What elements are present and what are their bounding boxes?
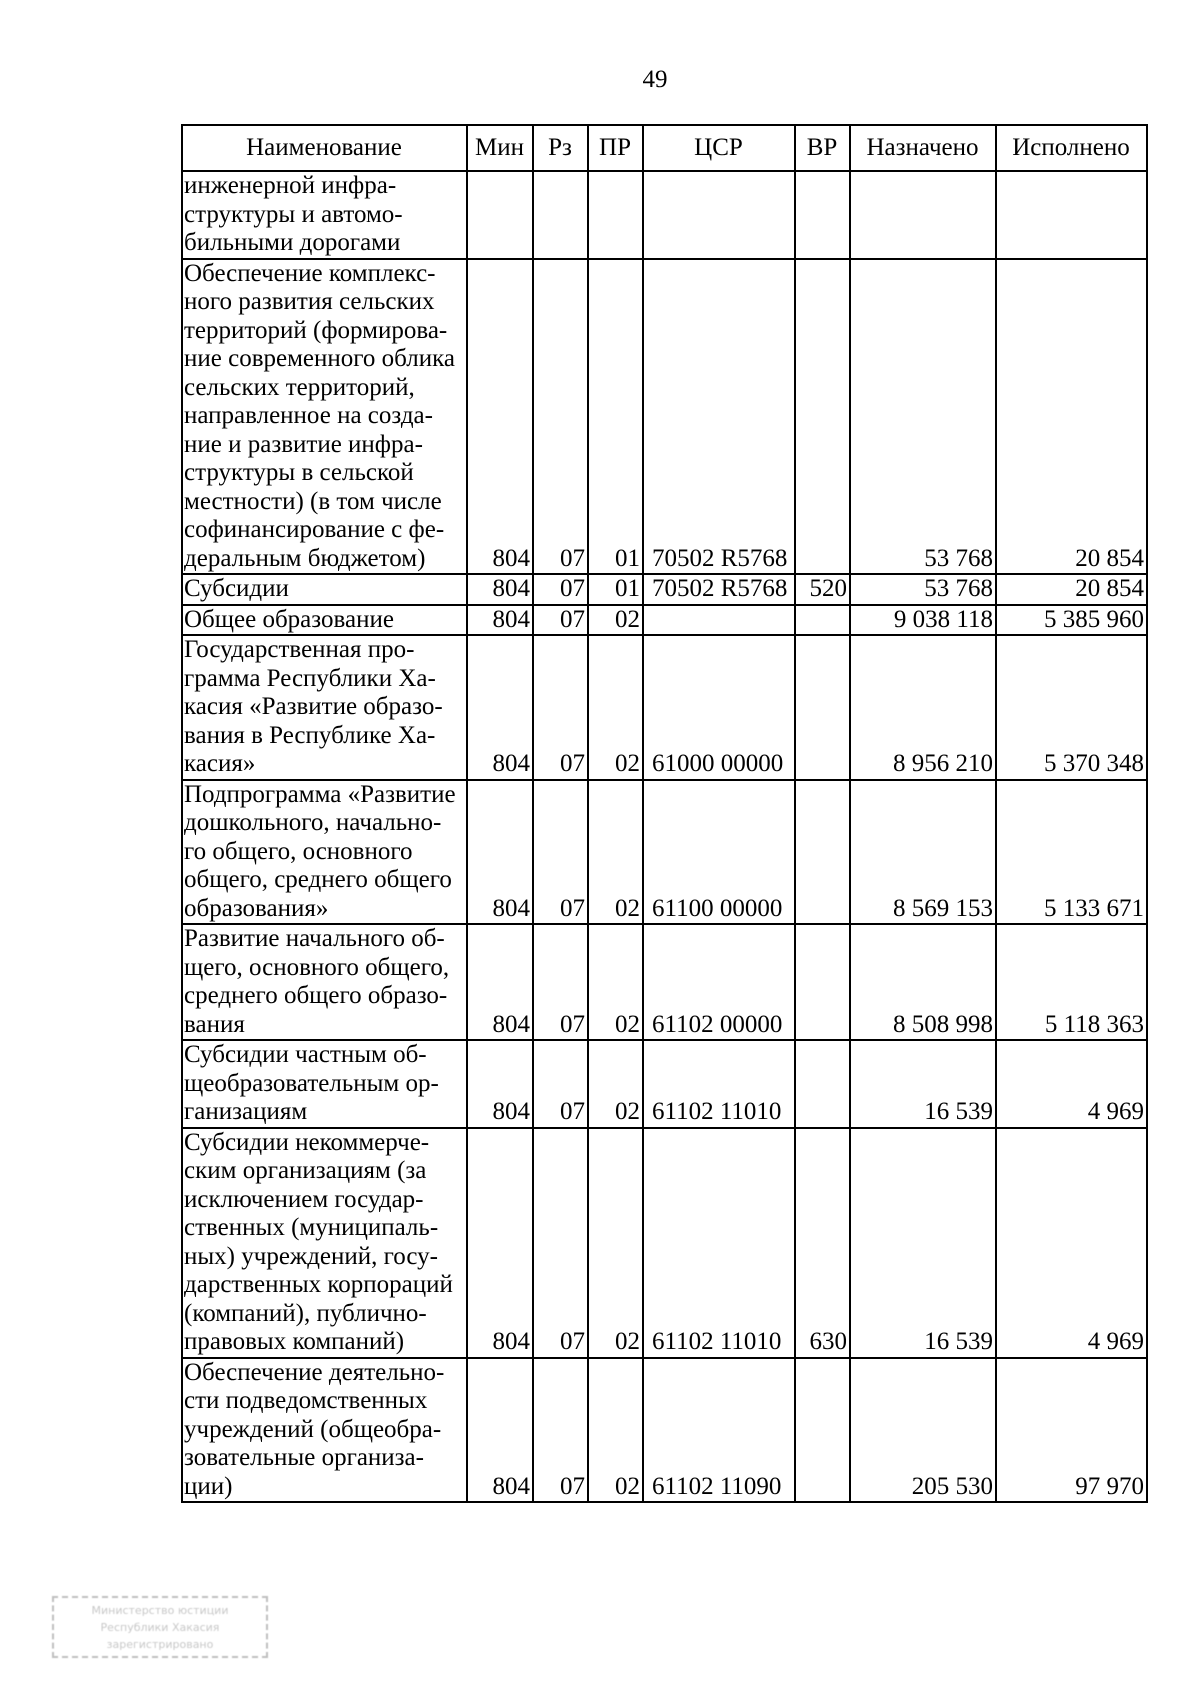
cell-min: 804: [467, 635, 533, 780]
cell-planned: 16 539: [850, 1128, 996, 1358]
cell-name-line: инженерной инфра-: [184, 172, 397, 199]
cell-planned: 9 038 118: [850, 605, 996, 636]
cell-csr: [643, 605, 795, 636]
cell-name-line: (компаний), публично-: [184, 1299, 427, 1327]
cell-name-line: учреждений (общеобра-: [184, 1415, 442, 1443]
cell-pr: 02: [588, 924, 643, 1040]
cell-name-line: вания в Республике Ха-: [184, 721, 436, 749]
stamp-line: Министерство юстиции: [91, 1604, 229, 1617]
table-row: [182, 574, 1147, 605]
table-row: [182, 171, 1147, 259]
cell-csr: 61100 00000: [643, 780, 795, 925]
cell-name-line: ским организациям (за: [184, 1157, 427, 1184]
cell-name-line: Развитие начального об-: [184, 925, 445, 952]
cell-vr: [795, 635, 850, 780]
cell-name-line: щеобразовательным ор-: [184, 1069, 439, 1097]
cell-min: 804: [467, 574, 533, 605]
cell-name-line: софинансирование с фе-: [184, 516, 445, 543]
cell-name: [182, 635, 467, 780]
cell-pr: 02: [588, 1040, 643, 1128]
cell-pr: 01: [588, 259, 643, 575]
cell-rz: 07: [533, 1040, 588, 1128]
cell-pr: [588, 171, 643, 259]
cell-name-line: ние и развитие инфра-: [184, 430, 423, 458]
page-number: 49: [642, 66, 668, 93]
cell-name-line: дарственных корпораций: [184, 1271, 453, 1298]
cell-planned: 16 539: [850, 1040, 996, 1128]
cell-name: [182, 1040, 467, 1128]
cell-name-line: ции): [184, 1472, 233, 1500]
registration-stamp: [52, 1596, 268, 1658]
cell-csr: 61102 00000: [643, 924, 795, 1040]
cell-pr: 01: [588, 574, 643, 605]
cell-csr: 61000 00000: [643, 635, 795, 780]
cell-rz: [533, 171, 588, 259]
cell-vr: [795, 1358, 850, 1503]
header-executed: Исполнено: [996, 125, 1147, 171]
cell-planned: 8 569 153: [850, 780, 996, 925]
cell-name-line: территорий (формирова-: [184, 316, 448, 344]
cell-vr: [795, 259, 850, 575]
cell-rz: 07: [533, 1128, 588, 1358]
cell-vr: [795, 171, 850, 259]
cell-name-line: касия»: [184, 750, 256, 777]
cell-rz: 07: [533, 605, 588, 636]
cell-pr: 02: [588, 780, 643, 925]
cell-planned: 205 530: [850, 1358, 996, 1503]
table-row: [182, 605, 1147, 636]
cell-executed: 97 970: [996, 1358, 1147, 1503]
cell-name-line: ние современного облика: [184, 345, 455, 372]
table-row: [182, 1358, 1147, 1503]
cell-rz: 07: [533, 924, 588, 1040]
cell-csr: 61102 11010: [643, 1128, 795, 1358]
cell-vr: [795, 780, 850, 925]
cell-name: [182, 924, 467, 1040]
cell-rz: 07: [533, 574, 588, 605]
cell-pr: 02: [588, 635, 643, 780]
table-header: [182, 125, 1147, 171]
cell-name-line: ных) учреждений, госу-: [184, 1242, 438, 1270]
cell-name-line: ственных (муниципаль-: [184, 1214, 439, 1241]
cell-name-line: общего, среднего общего: [184, 866, 452, 893]
cell-executed: 5 133 671: [996, 780, 1147, 925]
cell-name-line: Субсидии некоммерче-: [184, 1128, 430, 1156]
cell-name-line: сельских территорий,: [184, 373, 415, 401]
cell-name-line: го общего, основного: [184, 837, 413, 865]
cell-name-line: дошкольного, начально-: [184, 809, 442, 836]
cell-min: 804: [467, 259, 533, 575]
table-body: [182, 171, 1147, 1502]
cell-csr: 61102 11090: [643, 1358, 795, 1503]
cell-name-line: щего, основного общего,: [184, 953, 450, 981]
cell-planned: 53 768: [850, 574, 996, 605]
table-row: [182, 259, 1147, 575]
cell-name-line: Государственная про-: [184, 636, 415, 663]
cell-name-line: ганизациям: [184, 1098, 308, 1125]
header-min: Мин: [467, 125, 533, 171]
table-row: [182, 780, 1147, 925]
cell-executed: 5 118 363: [996, 924, 1147, 1040]
cell-rz: 07: [533, 780, 588, 925]
cell-min: 804: [467, 1358, 533, 1503]
cell-name-line: деральным бюджетом): [184, 544, 426, 572]
cell-name: [182, 1128, 467, 1358]
cell-vr: 630: [795, 1128, 850, 1358]
cell-name-line: местности) (в том числе: [184, 487, 442, 515]
stamp-line: Республики Хакасия: [100, 1621, 220, 1634]
cell-min: 804: [467, 1040, 533, 1128]
cell-name: [182, 259, 467, 575]
cell-executed: 4 969: [996, 1128, 1147, 1358]
cell-planned: [850, 171, 996, 259]
cell-vr: 520: [795, 574, 850, 605]
cell-name-line: структуры и автомо-: [184, 200, 403, 228]
header-planned: Назначено: [850, 125, 996, 171]
cell-name-line: зовательные организа-: [184, 1444, 424, 1471]
cell-csr: 61102 11010: [643, 1040, 795, 1128]
cell-planned: 8 508 998: [850, 924, 996, 1040]
table-row: [182, 1128, 1147, 1358]
cell-name: [182, 605, 467, 636]
cell-min: 804: [467, 780, 533, 925]
table-row: [182, 924, 1147, 1040]
cell-name: [182, 780, 467, 925]
header-csr: ЦСР: [643, 125, 795, 171]
cell-min: [467, 171, 533, 259]
cell-executed: 5 370 348: [996, 635, 1147, 780]
cell-vr: [795, 605, 850, 636]
cell-name-line: сти подведомственных: [184, 1387, 428, 1414]
cell-name-line: Субсидии частным об-: [184, 1041, 427, 1068]
cell-name-line: Обеспечение комплекс-: [184, 259, 436, 287]
cell-name: [182, 574, 467, 605]
cell-csr: [643, 171, 795, 259]
cell-name-line: бильными дорогами: [184, 229, 401, 256]
cell-planned: 8 956 210: [850, 635, 996, 780]
cell-rz: 07: [533, 635, 588, 780]
cell-name-line: среднего общего образо-: [184, 982, 448, 1009]
cell-name: [182, 171, 467, 259]
stamp-line: зарегистрировано: [106, 1638, 214, 1651]
cell-pr: 02: [588, 605, 643, 636]
header-name: Наименование: [182, 125, 467, 171]
cell-name-line: Подпрограмма «Развитие: [184, 780, 456, 808]
cell-name-line: образования»: [184, 894, 329, 922]
cell-min: 804: [467, 1128, 533, 1358]
table-row: [182, 635, 1147, 780]
cell-name-line: грамма Республики Ха-: [184, 664, 436, 692]
cell-name-line: вания: [184, 1010, 245, 1038]
cell-executed: 5 385 960: [996, 605, 1147, 636]
table-row: [182, 1040, 1147, 1128]
cell-vr: [795, 1040, 850, 1128]
cell-pr: 02: [588, 1128, 643, 1358]
cell-name: [182, 1358, 467, 1503]
cell-name-line: исключением государ-: [184, 1185, 424, 1213]
cell-min: 804: [467, 605, 533, 636]
cell-executed: 4 969: [996, 1040, 1147, 1128]
cell-executed: 20 854: [996, 259, 1147, 575]
cell-name-line: Субсидии: [184, 575, 289, 602]
header-pr: ПР: [588, 125, 643, 171]
cell-csr: 70502 R5768: [643, 259, 795, 575]
cell-name-line: Обеспечение деятельно-: [184, 1358, 445, 1386]
cell-name-line: структуры в сельской: [184, 459, 414, 486]
cell-name-line: касия «Развитие образо-: [184, 693, 443, 720]
cell-vr: [795, 924, 850, 1040]
cell-rz: 07: [533, 1358, 588, 1503]
cell-rz: 07: [533, 259, 588, 575]
budget-table: [181, 124, 1148, 1503]
cell-pr: 02: [588, 1358, 643, 1503]
cell-planned: 53 768: [850, 259, 996, 575]
cell-min: 804: [467, 924, 533, 1040]
cell-executed: [996, 171, 1147, 259]
cell-csr: 70502 R5768: [643, 574, 795, 605]
cell-executed: 20 854: [996, 574, 1147, 605]
header-vr: ВР: [795, 125, 850, 171]
cell-name-line: правовых компаний): [184, 1328, 405, 1355]
cell-name-line: Общее образование: [184, 605, 394, 633]
header-rz: Рз: [533, 125, 588, 171]
cell-name-line: ного развития сельских: [184, 288, 435, 315]
cell-name-line: направленное на созда-: [184, 402, 433, 429]
